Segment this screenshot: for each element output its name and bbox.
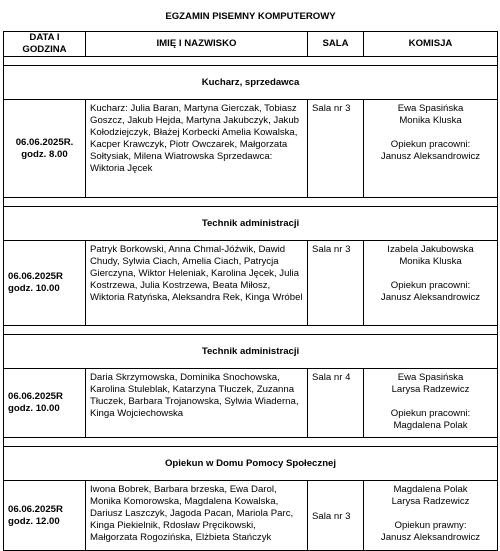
supervisor-label: Opiekun pracowni: [390, 280, 471, 291]
exam-schedule-table [3, 3, 498, 551]
committee-cell [364, 481, 498, 551]
spacer [4, 438, 498, 447]
exam-time: godz. 10.00 [8, 283, 60, 294]
date-cell [4, 481, 86, 551]
committee-member: Ewa Spasińska [397, 372, 464, 383]
committee-member: Monika Kluska [399, 115, 462, 126]
names-cell: Patryk Borkowski, Anna Chmal-Jóźwik, Dawid Chudy, Sylwia Ciach, Amelia Ciach, Patrycja Gierczyna, Wiktor Heleniak, Karolina Jęcek, Julia Kostrzewa, Julia Kostrzewa, Beata Miłosz, Wiktoria Ratyńska, Aleksandra Rek, Kinga Wróbel [86, 241, 308, 326]
exam-time: godz. 8.00 [21, 148, 68, 160]
table-row [4, 100, 498, 198]
table-row [4, 241, 498, 326]
spacer [4, 198, 498, 207]
names-cell: Iwona Bobrek, Barbara brzeska, Ewa Darol, Monika Komorowska, Magdalena Kowalska, Dariusz Laszczyk, Jagoda Pacan, Mariola Parc, Kinga Piekielnik, Rdosław Pręcikowski, Małgorzata Rogozińska, Elżbieta Stańczyk [86, 481, 308, 551]
names-cell: Kucharz: Julia Baran, Martyna Gierczak, Tobiasz Goszcz, Jakub Hejda, Martyna Jakubczyk, Jakub Kołodziejczyk, Błażej Korbecki Amelia Kowalska, Kacper Krawczyk, Piotr Owczarek, Małgorzata Sołtysiak, Milena Wiatrowska Sprzedawca: Wiktoria Jęcek [86, 100, 308, 198]
spacer [4, 57, 498, 66]
exam-date: 06.06.2025R [8, 391, 63, 402]
supervisor-name: Janusz Aleksandrowicz [380, 292, 481, 303]
committee-member: Ewa Spasińska [397, 103, 464, 114]
section-heading: Technik administracji [4, 207, 498, 241]
room-cell: Sala nr 3 [308, 481, 364, 551]
names-cell: Daria Skrzymowska, Dominika Snochowska, Karolina Stuleblak, Katarzyna Tłuczek, Zuzanna Tłuczek, Barbara Trojanowska, Sylwia Wiaderna, Kinga Wojciechowska [86, 369, 308, 438]
document-title: EGZAMIN PISEMNY KOMPUTEROWY [4, 3, 498, 32]
supervisor-label: Opiekun pracowni: [390, 408, 471, 419]
committee-cell [364, 100, 498, 198]
committee-member: Larysa Radzewicz [391, 384, 470, 395]
committee-member: Izabela Jakubowska [387, 244, 474, 255]
supervisor-name: Magdalena Polak [393, 420, 468, 431]
exam-date: 06.06.2025R [8, 271, 63, 282]
section-heading: Technik administracji [4, 335, 498, 369]
committee-cell [364, 369, 498, 438]
spacer [4, 326, 498, 335]
supervisor-name: Janusz Aleksandrowicz [380, 151, 481, 162]
section-heading: Opiekun w Domu Pomocy Społecznej [4, 447, 498, 481]
table-row [4, 481, 498, 551]
room-cell: Sala nr 3 [308, 241, 364, 326]
supervisor-label: Opiekun pracowni: [390, 139, 471, 150]
column-header-room: SALA [308, 32, 364, 57]
table-row [4, 369, 498, 438]
exam-date: 06.06.2025R [8, 503, 63, 515]
committee-member: Larysa Radzewicz [391, 496, 470, 507]
exam-time: godz. 10.00 [8, 403, 60, 414]
date-cell [4, 369, 86, 438]
committee-cell [364, 241, 498, 326]
supervisor-label: Opiekun prawny: [394, 520, 467, 531]
column-header-committee: KOMISJA [364, 32, 498, 57]
date-cell [4, 241, 86, 326]
date-cell [4, 100, 86, 198]
column-header-name: IMIĘ I NAZWISKO [86, 32, 308, 57]
exam-time: godz. 12.00 [8, 515, 60, 527]
room-cell: Sala nr 3 [308, 100, 364, 198]
committee-member: Magdalena Polak [393, 484, 468, 495]
exam-date: 06.06.2025R. [15, 136, 74, 148]
committee-member: Monika Kluska [399, 256, 462, 267]
column-header-date: DATA I GODZINA [4, 32, 86, 57]
section-heading: Kucharz, sprzedawca [4, 66, 498, 100]
room-cell: Sala nr 4 [308, 369, 364, 438]
supervisor-name: Janusz Aleksandrowicz [380, 532, 481, 543]
table-header-row [4, 32, 498, 57]
